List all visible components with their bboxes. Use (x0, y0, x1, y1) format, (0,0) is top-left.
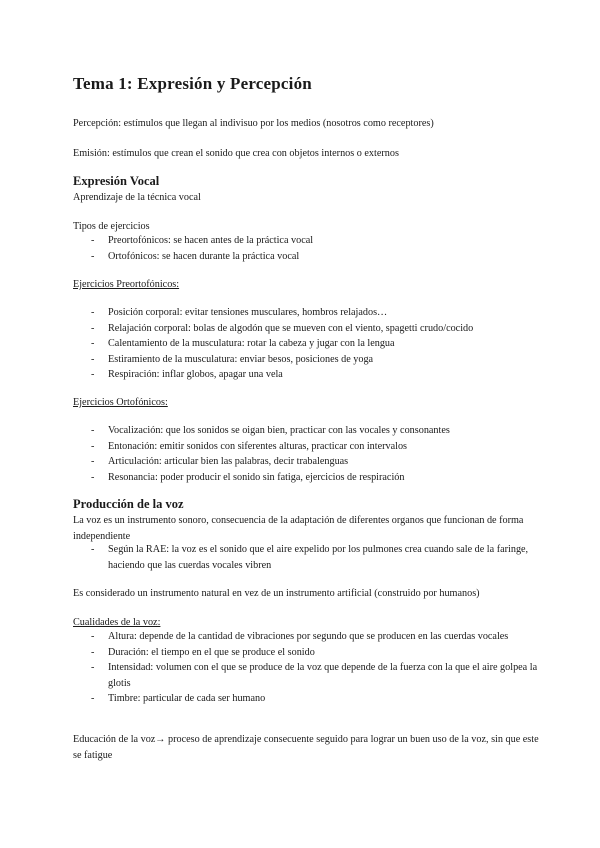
emision-paragraph: Emisión: estímulos que crean el sonido que crea con objetos internos o externos (73, 148, 399, 159)
expresion-vocal-subtitle: Aprendizaje de la técnica vocal (73, 192, 201, 203)
cualidades-list (73, 629, 548, 707)
list-item: - Posición corporal: evitar tensiones musculares, hombros relajados… (73, 305, 533, 321)
list-item: - Resonancia: poder producir el sonido sin fatiga, ejercicios de respiración (73, 470, 533, 486)
expresion-vocal-heading: Expresión Vocal (73, 174, 160, 188)
list-item: - Calentamiento de la musculatura: rotar la cabeza y jugar con la lengua (73, 336, 533, 352)
page-title: Tema 1: Expresión y Percepción (73, 74, 312, 93)
cualidades-label: Cualidades de la voz: (73, 617, 161, 628)
list-item: - Relajación corporal: bolas de algodón que se mueven con el viento, spagetti crudo/cocido (73, 321, 533, 337)
list-item: - Estiramiento de la musculatura: enviar besos, posiciones de yoga (73, 352, 533, 368)
list-item: - Según la RAE: la voz es el sonido que el aire expelido por los pulmones crea cuando sale de la faringe, haciendo que las cuerdas vocales vibren (73, 542, 553, 573)
list-item: - Ortofónicos: se hacen durante la práctica vocal (73, 249, 533, 265)
list-item: - Intensidad: volumen con el que se produce de la voz que depende de la fuerza con la que el aire golpea la glotis (73, 660, 548, 691)
list-item: - Timbre: particular de cada ser humano (73, 691, 548, 707)
list-item: - Vocalización: que los sonidos se oigan bien, practicar con las vocales y consonantes (73, 423, 533, 439)
list-item: - Duración: el tiempo en el que se produce el sonido (73, 645, 548, 661)
instrumento-paragraph: Es considerado un instrumento natural en vez de un instrumento artificial (construido por humanos) (73, 588, 480, 599)
ortofonicos-list (73, 423, 533, 485)
preortofonicos-list (73, 305, 533, 383)
produccion-intro: La voz es un instrumento sonoro, consecuencia de la adaptación de diferentes organos que funcionan de forma independiente (73, 515, 524, 542)
produccion-heading: Producción de la voz (73, 497, 184, 511)
tipos-list (73, 233, 533, 264)
preortofonicos-label: Ejercicios Preortofónicos: (73, 279, 180, 290)
list-item: - Respiración: inflar globos, apagar una vela (73, 367, 533, 383)
rae-list (73, 542, 553, 573)
list-item: - Entonación: emitir sonidos con siferentes alturas, practicar con intervalos (73, 439, 533, 455)
list-item: - Preortofónicos: se hacen antes de la práctica vocal (73, 233, 533, 249)
educacion-paragraph: Educación de la voz→ proceso de aprendizaje consecuente seguido para lograr un buen uso de la voz, sin que este se fatigue (73, 734, 539, 761)
percepcion-paragraph: Percepción: estímulos que llegan al indivisuo por los medios (nosotros como receptores) (73, 118, 434, 129)
tipos-label: Tipos de ejercicios (73, 221, 150, 232)
ortofonicos-label: Ejercicios Ortofónicos: (73, 397, 168, 408)
list-item: - Articulación: articular bien las palabras, decir trabalenguas (73, 454, 533, 470)
list-item: - Altura: depende de la cantidad de vibraciones por segundo que se producen en las cuerdas vocales (73, 629, 548, 645)
